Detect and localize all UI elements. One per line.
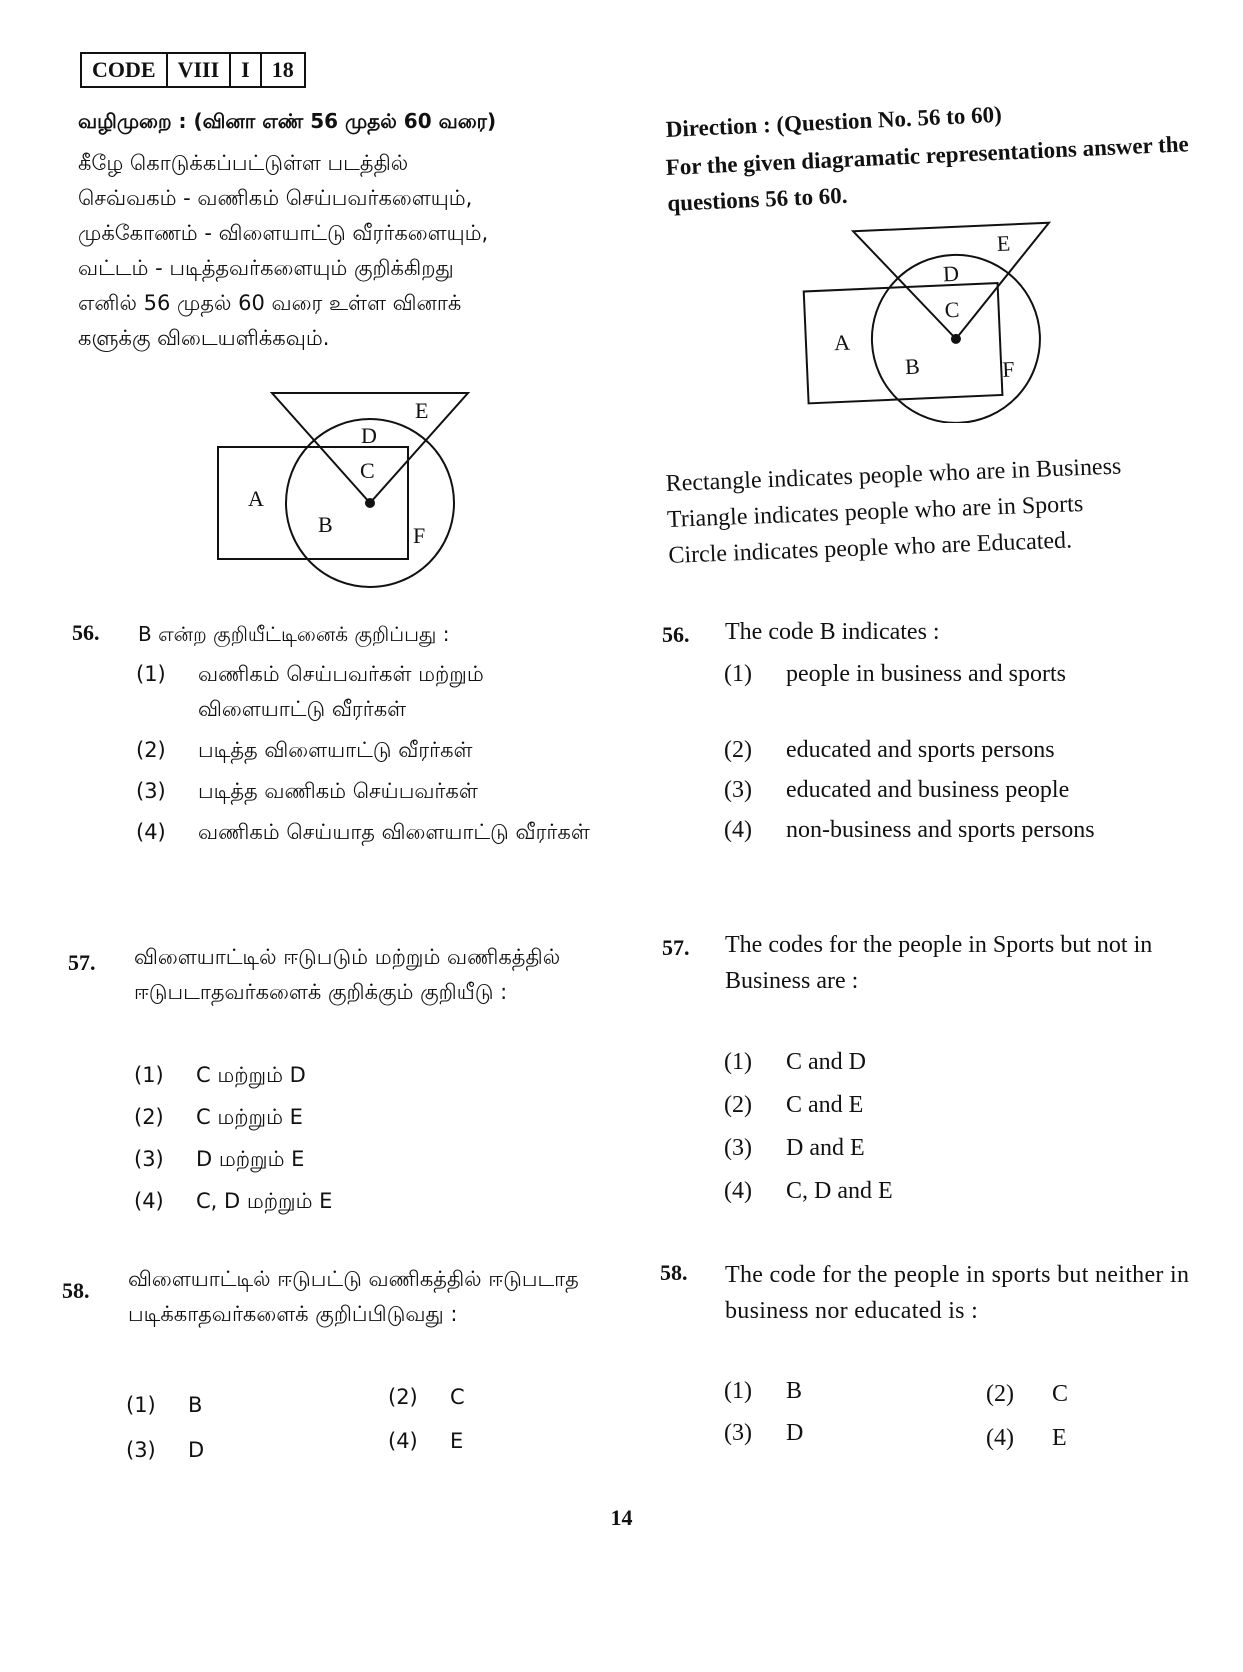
label-d: D xyxy=(942,260,960,287)
option-text: C xyxy=(1052,1381,1069,1407)
option-text: D and E xyxy=(786,1135,865,1161)
question-number: 57. xyxy=(662,935,690,960)
option xyxy=(388,1424,463,1459)
center-dot xyxy=(365,498,375,508)
option xyxy=(126,1433,204,1468)
option xyxy=(724,1087,1124,1123)
label-c: C xyxy=(360,458,375,483)
legend-line: Circle indicates people who are Educated. xyxy=(667,527,1073,569)
option-number: (2) xyxy=(388,1385,418,1409)
option-number: (4) xyxy=(134,1189,164,1213)
venn-diagram-left xyxy=(200,385,480,595)
question-text: விளையாட்டில் ஈடுபட்டு வணிகத்தில் ஈடுபடாத படிக்காதவர்களைக் குறிப்பிடுவது : xyxy=(128,1267,579,1326)
tamil-direction-heading: வழிமுறை : (வினா எண் 56 முதல் 60 வரை) xyxy=(78,109,497,133)
option-number: (2) xyxy=(724,737,752,763)
option xyxy=(134,1184,594,1219)
option-number: (4) xyxy=(388,1429,418,1453)
label-f: F xyxy=(413,523,426,548)
options-list xyxy=(724,656,1204,848)
option-number: (1) xyxy=(724,1378,752,1404)
option-text: C மற்றும் E xyxy=(196,1105,303,1129)
code-cell: CODE xyxy=(82,54,168,86)
option-text: C xyxy=(450,1385,465,1409)
option-text: educated and business people xyxy=(786,777,1070,803)
code-box xyxy=(80,52,306,88)
english-direction-text: For the given diagramatic representations answer the questions 56 to 60. xyxy=(665,131,1190,216)
option xyxy=(724,1044,1124,1080)
option-number: (3) xyxy=(136,779,166,803)
tamil-direction-line: கீழே கொடுக்கப்பட்டுள்ள படத்தில் xyxy=(78,151,409,175)
option xyxy=(136,815,604,850)
label-e: E xyxy=(996,230,1011,257)
option-number: (4) xyxy=(724,817,752,843)
code-cell: VIII xyxy=(168,54,232,86)
option xyxy=(724,1373,802,1409)
option-text: படித்த விளையாட்டு வீரர்கள் xyxy=(198,738,473,762)
option xyxy=(134,1100,594,1135)
code-cell: 18 xyxy=(271,57,294,82)
option xyxy=(388,1380,465,1415)
label-b: B xyxy=(904,353,921,380)
option-text: படித்த வணிகம் செய்பவர்கள் xyxy=(198,779,478,803)
option-number: (1) xyxy=(724,661,752,687)
rectangle-business xyxy=(218,447,408,559)
option-text: C, D மற்றும் E xyxy=(196,1189,333,1213)
label-a: A xyxy=(248,486,264,511)
option-text: D xyxy=(786,1420,804,1446)
option-number: (3) xyxy=(724,777,752,803)
legend-line: Rectangle indicates people who are in Business xyxy=(665,453,1122,497)
tamil-direction-line: வட்டம் - படித்தவர்களையும் குறிக்கிறது xyxy=(78,256,454,280)
label-d: D xyxy=(361,423,377,448)
option-number: (1) xyxy=(126,1393,156,1417)
option xyxy=(136,657,604,727)
label-f: F xyxy=(1001,356,1016,382)
option xyxy=(126,1388,202,1423)
option xyxy=(136,774,604,809)
question-text: B என்ற குறியீட்டினைக் குறிப்பது : xyxy=(138,622,450,646)
tamil-direction-text xyxy=(78,146,600,356)
option xyxy=(986,1420,1067,1456)
question-number: 56. xyxy=(662,622,690,647)
option-number: (1) xyxy=(136,662,166,686)
option xyxy=(724,1130,1124,1166)
tamil-direction-line: முக்கோணம் - விளையாட்டு வீரர்களையும், xyxy=(78,221,489,245)
option xyxy=(134,1142,594,1177)
option xyxy=(724,656,1204,692)
question-number: 58. xyxy=(62,1278,90,1303)
question-number: 56. xyxy=(72,620,100,645)
option-text: C மற்றும் D xyxy=(196,1063,306,1087)
options-list xyxy=(136,657,604,850)
option xyxy=(724,732,1204,768)
option-number: (1) xyxy=(724,1049,752,1075)
legend-line: Triangle indicates people who are in Sports xyxy=(666,490,1084,533)
question-text: விளையாட்டில் ஈடுபடும் மற்றும் வணிகத்தில் ஈடுபடாதவர்களைக் குறிக்கும் குறியீடு : xyxy=(134,945,561,1004)
option-number: (2) xyxy=(134,1105,164,1129)
option-number: (3) xyxy=(724,1135,752,1161)
question-number: 58. xyxy=(660,1260,688,1285)
option xyxy=(136,733,604,768)
question-text: The code for the people in sports but neither in business nor educated is : xyxy=(725,1262,1190,1324)
option-number: (4) xyxy=(986,1425,1014,1451)
venn-diagram-right xyxy=(795,218,1065,423)
tamil-direction-line: செவ்வகம் - வணிகம் செய்பவர்களையும், xyxy=(78,186,473,210)
option xyxy=(724,1173,1124,1209)
option xyxy=(134,1058,594,1093)
option-text: வணிகம் செய்பவர்கள் மற்றும் விளையாட்டு வீரர்கள் xyxy=(198,662,484,721)
label-c: C xyxy=(944,296,960,323)
option-number: (1) xyxy=(134,1063,164,1087)
option-text: D மற்றும் E xyxy=(196,1147,305,1171)
option-text: educated and sports persons xyxy=(786,737,1055,763)
label-e: E xyxy=(415,398,429,423)
option-number: (3) xyxy=(126,1438,156,1462)
page-number: 14 xyxy=(610,1505,633,1530)
label-b: B xyxy=(318,512,333,537)
option xyxy=(724,812,1204,848)
option-number: (3) xyxy=(134,1147,164,1171)
options-list xyxy=(134,1058,594,1219)
option-text: B xyxy=(786,1378,803,1404)
option-number: (2) xyxy=(136,738,166,762)
option-number: (4) xyxy=(136,820,166,844)
option xyxy=(724,772,1204,808)
options-list xyxy=(724,1044,1124,1209)
option xyxy=(724,1415,803,1451)
tamil-direction-line: எனில் 56 முதல் 60 வரை உள்ள வினாக் xyxy=(78,291,462,315)
option-text: non-business and sports persons xyxy=(786,817,1095,843)
question-text: The code B indicates : xyxy=(725,619,940,645)
option-number: (2) xyxy=(986,1381,1014,1407)
option-text: C, D and E xyxy=(786,1178,893,1204)
option-text: C and E xyxy=(786,1092,864,1118)
option-number: (3) xyxy=(724,1420,752,1446)
option-text: வணிகம் செய்யாத விளையாட்டு வீரர்கள் xyxy=(198,820,590,844)
option-text: E xyxy=(1052,1425,1067,1451)
option-number: (4) xyxy=(724,1178,752,1204)
option-text: people in business and sports xyxy=(786,661,1066,687)
option-text: D xyxy=(188,1438,205,1462)
question-number: 57. xyxy=(68,950,96,975)
label-a: A xyxy=(833,329,851,356)
english-direction-heading: Direction : (Question No. 56 to 60) xyxy=(665,101,1003,142)
option xyxy=(986,1376,1068,1412)
option-text: E xyxy=(450,1429,464,1453)
tamil-direction-line: களுக்கு விடையளிக்கவும். xyxy=(78,326,330,350)
code-cell: I xyxy=(231,54,262,86)
option-text: B xyxy=(188,1393,203,1417)
question-text: The codes for the people in Sports but not in Business are : xyxy=(725,932,1153,994)
legend xyxy=(665,448,1125,573)
option-text: C and D xyxy=(786,1049,866,1075)
option-number: (2) xyxy=(724,1092,752,1118)
